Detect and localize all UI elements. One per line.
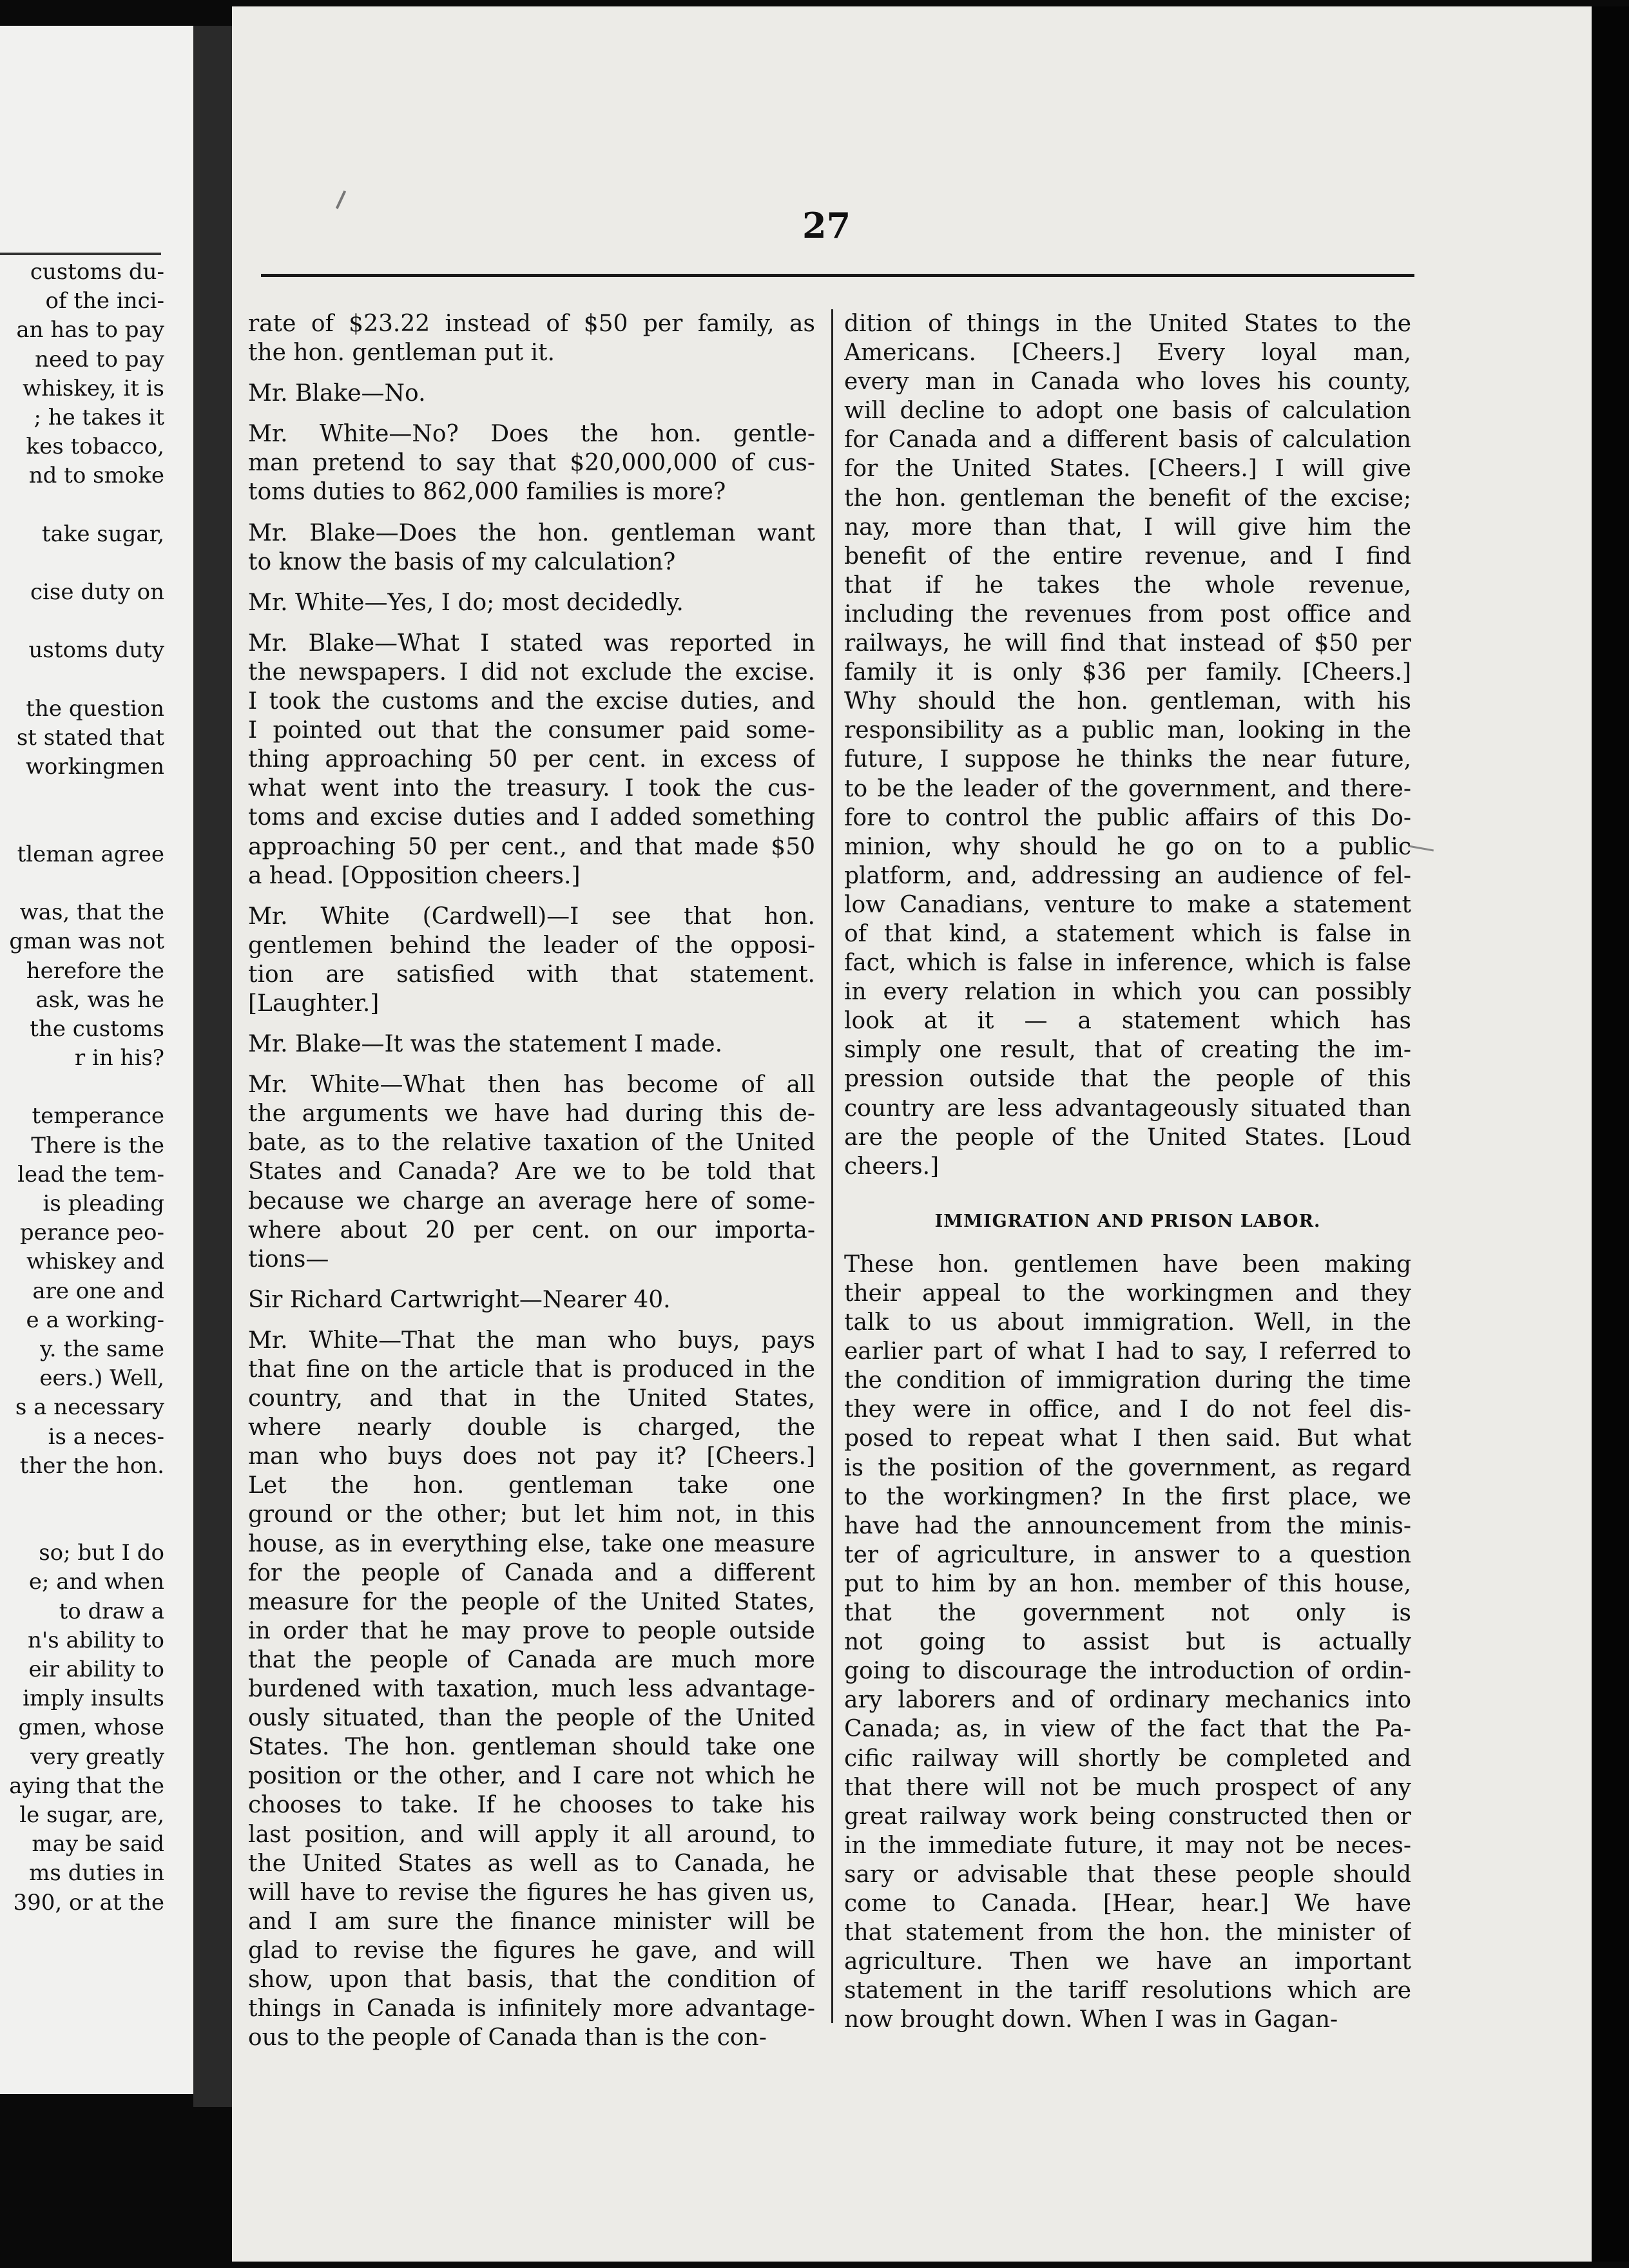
text-line: to the workingmen? In the first place, we: [844, 1483, 1411, 1510]
fragment-line: y. the same: [40, 1336, 164, 1362]
text-line: is the position of the government, as regard: [844, 1454, 1411, 1481]
text-line: are the people of the United States. [Loud: [844, 1124, 1411, 1151]
text-line: going to discourage the introduction of ordin-: [844, 1658, 1411, 1685]
text-line: responsibility as a public man, looking in the: [844, 717, 1411, 744]
fragment-line: [0, 549, 164, 578]
text-line: last position, and will apply it all around, to: [248, 1821, 815, 1848]
text-line: ous to the people of Canada than is the con-: [248, 2024, 767, 2052]
text-line: toms and excise duties and I added something: [248, 804, 815, 831]
text-line: low Canadians, venture to make a statement: [844, 891, 1411, 918]
text-line: the hon. gentleman put it.: [248, 340, 555, 367]
text-line: Mr. Blake—It was the statement I made.: [248, 1031, 723, 1058]
text-line: toms duties to 862,000 families is more?: [248, 479, 726, 506]
text-line: country are less advantageously situated than: [844, 1095, 1411, 1122]
text-line: railways, he will find that instead of $50 per: [844, 630, 1411, 657]
text-line: rate of $23.22 instead of $50 per family, as: [248, 311, 815, 337]
text-line: Mr. White—No? Does the hon. gentle-: [248, 421, 815, 448]
text-line: now brought down. When I was in Gagan-: [844, 2006, 1338, 2033]
text-line: will decline to adopt one basis of calculation: [844, 398, 1411, 425]
text-line: [Laughter.]: [248, 990, 380, 1017]
text-line: because we charge an average here of some-: [248, 1187, 815, 1215]
fragment-line: perance peo-: [19, 1220, 164, 1246]
fragment-line: le sugar, are,: [19, 1802, 164, 1828]
text-line: of that kind, a statement which is false in: [844, 920, 1411, 947]
text-line: to be the leader of the government, and there-: [844, 775, 1411, 802]
text-line: what went into the treasury. I took the cus-: [248, 775, 815, 802]
paragraph: [248, 1285, 815, 1314]
text-line: tions—: [248, 1245, 329, 1273]
text-line: not going to assist but is actually: [844, 1629, 1411, 1656]
text-line: chooses to take. If he chooses to take his: [248, 1792, 815, 1819]
fragment-line: was, that the: [19, 899, 164, 926]
fragment-line: [0, 811, 164, 840]
previous-page-fragment: [0, 26, 193, 2094]
text-line: that the people of Canada are much more: [248, 1646, 815, 1673]
fragment-line: s a necessary: [15, 1394, 164, 1421]
paragraph: [248, 1070, 815, 1274]
paragraph: [248, 1030, 815, 1059]
text-line: show, upon that basis, that the condition of: [248, 1966, 815, 1993]
text-line: posed to repeat what I then said. But what: [844, 1425, 1411, 1452]
fragment-line: st stated that: [16, 725, 164, 751]
text-line: sary or advisable that these people should: [844, 1861, 1411, 1888]
text-line: in order that he may prove to people outside: [248, 1617, 815, 1644]
paragraph: [248, 1326, 815, 2052]
fragment-line: [0, 869, 164, 898]
text-line: approaching 50 per cent., and that made $50: [248, 833, 815, 860]
text-line: thing approaching 50 per cent. in excess of: [248, 746, 815, 773]
text-line: nay, more than that, I will give him the: [844, 514, 1411, 541]
text-line: ground or the other; but let him not, in this: [248, 1501, 815, 1528]
text-line: for Canada and a different basis of calculation: [844, 427, 1411, 454]
page-right-edge: [1592, 6, 1629, 2262]
text-line: Let the hon. gentleman take one: [248, 1472, 815, 1499]
text-line: great railway work being constructed then or: [844, 1803, 1411, 1830]
fragment-line: gman was not: [9, 928, 164, 955]
fragment-line: is pleading: [43, 1191, 164, 1216]
fragment-line: nd to smoke: [28, 463, 164, 489]
section-heading: IMMIGRATION AND PRISON LABOR.: [934, 1211, 1321, 1231]
text-line: look at it — a statement which has: [844, 1008, 1411, 1035]
fragment-line: [0, 1510, 164, 1539]
fragment-line: [0, 1481, 164, 1510]
right-column: [844, 309, 1411, 2034]
fragment-line: ustoms duty: [28, 637, 164, 664]
fragment-line: e; and when: [28, 1569, 164, 1595]
text-line: they were in office, and I do not feel dis-: [844, 1396, 1411, 1423]
fragment-line: ; he takes it: [34, 404, 164, 430]
fragment-line: is a neces-: [48, 1423, 164, 1450]
text-line: the hon. gentleman the benefit of the excise;: [844, 485, 1411, 512]
text-line: Americans. [Cheers.] Every loyal man,: [844, 340, 1411, 367]
page-gutter-shadow: [193, 26, 232, 2107]
text-line: measure for the people of the United States,: [248, 1588, 815, 1615]
fragment-line: of the inci-: [45, 288, 164, 314]
right-column-top: [844, 309, 1411, 1181]
text-line: the condition of immigration during the time: [844, 1367, 1411, 1394]
text-line: Why should the hon. gentleman, with his: [844, 688, 1411, 715]
page-number: 27: [802, 205, 851, 246]
text-line: Sir Richard Cartwright—Nearer 40.: [248, 1286, 671, 1313]
text-line: family it is only $36 per family. [Cheers.]: [844, 659, 1411, 686]
text-line: I pointed out that the consumer paid some-: [248, 717, 815, 744]
fragment-line: need to pay: [35, 346, 164, 372]
text-line: These hon. gentlemen have been making: [844, 1251, 1411, 1278]
text-line: agriculture. Then we have an important: [844, 1948, 1411, 1975]
text-line: ary laborers and of ordinary mechanics into: [844, 1687, 1411, 1714]
fragment-line: take sugar,: [41, 521, 164, 547]
text-line: minion, why should he go on to a public: [844, 833, 1411, 860]
fragment-line: so; but I do: [39, 1540, 164, 1566]
fragment-line: very greatly: [30, 1744, 164, 1770]
fragment-line: [0, 782, 164, 811]
text-line: fore to control the public affairs of this Do-: [844, 804, 1411, 831]
text-line: in every relation in which you can possibly: [844, 979, 1411, 1006]
fragment-line: aying that the: [9, 1773, 164, 1799]
fragment-line: gmen, whose: [18, 1715, 164, 1741]
text-line: come to Canada. [Hear, hear.] We have: [844, 1890, 1411, 1917]
text-line: the United States as well as to Canada, he: [248, 1850, 815, 1877]
paragraph: [844, 1250, 1411, 2035]
text-line: cheers.]: [844, 1153, 940, 1180]
text-line: Mr. White (Cardwell)—I see that hon.: [248, 903, 815, 930]
text-line: will have to revise the figures he has given us,: [248, 1879, 815, 1906]
fragment-line: herefore the: [26, 957, 164, 984]
fragment-line: may be said: [32, 1831, 164, 1858]
fragment-line: eers.) Well,: [39, 1365, 164, 1392]
fragment-line: [0, 666, 164, 695]
fragment-line: r in his?: [74, 1045, 164, 1072]
text-line: future, I suppose he thinks the near future,: [844, 746, 1411, 773]
text-line: house, as in everything else, take one measure: [248, 1530, 815, 1557]
text-line: man pretend to say that $20,000,000 of cus-: [248, 450, 815, 477]
paragraph: [248, 629, 815, 890]
text-line: earlier part of what I had to say, I referred to: [844, 1338, 1411, 1365]
text-line: Mr. White—What then has become of all: [248, 1072, 815, 1099]
fragment-line: [0, 607, 164, 636]
right-column-bottom: [844, 1250, 1411, 2035]
text-line: talk to us about immigration. Well, in the: [844, 1309, 1411, 1336]
text-line: to know the basis of my calculation?: [248, 548, 676, 575]
text-line: Canada; as, in view of the fact that the Pa-: [844, 1716, 1411, 1743]
paragraph: [248, 902, 815, 1018]
text-line: Mr. Blake—No.: [248, 380, 426, 407]
paragraph: [248, 588, 815, 617]
text-line: including the revenues from post office and: [844, 601, 1411, 628]
text-line: dition of things in the United States to the: [844, 311, 1411, 337]
fragment-line: whiskey, it is: [22, 375, 164, 401]
text-line: a head. [Opposition cheers.]: [248, 862, 581, 889]
fragment-line: customs du-: [30, 259, 164, 285]
text-line: that if he takes the whole revenue,: [844, 572, 1411, 599]
fragment-line: kes tobacco,: [26, 434, 164, 460]
text-line: States. The hon. gentleman should take one: [248, 1734, 815, 1761]
fragment-line: cise duty on: [30, 579, 164, 606]
text-line: put to him by an hon. member of this house,: [844, 1570, 1411, 1597]
fragment-line: whiskey and: [26, 1249, 164, 1275]
fragment-line: lead the tem-: [17, 1161, 164, 1187]
paragraph: [248, 309, 815, 367]
text-line: Mr. White—That the man who buys, pays: [248, 1327, 815, 1354]
text-line: Mr. Blake—Does the hon. gentleman want: [248, 519, 815, 546]
text-line: have had the announcement from the minis-: [844, 1512, 1411, 1539]
text-line: burdened with taxation, much less advantage-: [248, 1676, 815, 1703]
fragment-line: the customs: [30, 1015, 164, 1042]
text-line: their appeal to the workingmen and they: [844, 1280, 1411, 1307]
text-line: glad to revise the figures he gave, and will: [248, 1937, 815, 1964]
text-line: platform, and, addressing an audience of fel-: [844, 862, 1411, 889]
fragment-line: imply insults: [23, 1686, 164, 1712]
text-line: the arguments we have had during this de-: [248, 1100, 815, 1128]
left-column: [248, 309, 815, 2052]
text-line: States and Canada? Are we to be told that: [248, 1158, 815, 1186]
text-line: things in Canada is infinitely more advantage-: [248, 1995, 815, 2023]
text-line: man who buys does not pay it? [Cheers.]: [248, 1443, 815, 1470]
fragment-line: an has to pay: [16, 317, 164, 343]
fragment-line: [0, 1073, 164, 1102]
fragment-line: ther the hon.: [19, 1452, 164, 1479]
text-line: that statement from the hon. the minister of: [844, 1919, 1411, 1946]
text-line: benefit of the entire revenue, and I find: [844, 543, 1411, 570]
text-line: fact, which is false in inference, which is false: [844, 950, 1411, 977]
text-line: position or the other, and I care not which he: [248, 1763, 815, 1790]
fragment-line: the question: [26, 695, 164, 722]
text-line: country, and that in the United States,: [248, 1385, 815, 1412]
fragment-line: workingmen: [25, 754, 164, 780]
text-line: that there will not be much prospect of any: [844, 1774, 1411, 1801]
text-line: in the immediate future, it may not be neces-: [844, 1832, 1411, 1859]
text-line: I took the customs and the excise duties, and: [248, 688, 815, 715]
text-line: simply one result, that of creating the im-: [844, 1037, 1411, 1064]
text-line: and I am sure the finance minister will be: [248, 1908, 815, 1935]
fragment-line: eir ability to: [28, 1657, 164, 1682]
text-line: gentlemen behind the leader of the opposi-: [248, 932, 815, 959]
text-line: ter of agriculture, in answer to a question: [844, 1541, 1411, 1568]
fragment-line: temperance: [32, 1103, 164, 1129]
text-line: ously situated, than the people of the United: [248, 1705, 815, 1732]
previous-page-rule: [0, 253, 161, 255]
text-line: statement in the tariff resolutions which are: [844, 1977, 1411, 2004]
text-line: the newspapers. I did not exclude the excise.: [248, 658, 815, 686]
fragment-line: e a working-: [26, 1307, 164, 1333]
text-line: for the United States. [Cheers.] I will give: [844, 456, 1411, 483]
fragment-line: ask, was he: [35, 986, 164, 1013]
header-rule: [261, 274, 1414, 277]
fragment-line: are one and: [32, 1278, 164, 1304]
text-line: that fine on the article that is produced in the: [248, 1356, 815, 1383]
fragment-line: There is the: [31, 1132, 164, 1158]
text-line: where nearly double is charged, the: [248, 1414, 815, 1441]
fragment-line: tleman agree: [17, 841, 164, 867]
previous-page-text: [0, 258, 164, 1917]
text-line: bate, as to the relative taxation of the United: [248, 1129, 815, 1157]
text-line: for the people of Canada and a different: [248, 1559, 815, 1586]
text-line: every man in Canada who loves his county,: [844, 369, 1411, 396]
paragraph: [844, 309, 1411, 1181]
text-line: where about 20 per cent. on our importa-: [248, 1216, 815, 1244]
paragraph: [248, 419, 815, 506]
paragraph: [248, 379, 815, 408]
column-divider: [831, 309, 833, 2023]
text-line: tion are satisfied with that statement.: [248, 961, 815, 988]
text-line: cific railway will shortly be completed and: [844, 1745, 1411, 1772]
text-line: Mr. White—Yes, I do; most decidedly.: [248, 589, 684, 616]
paragraph: [248, 519, 815, 577]
text-line: pression outside that the people of this: [844, 1066, 1411, 1093]
text-line: that the government not only is: [844, 1600, 1411, 1627]
fragment-line: to draw a: [59, 1598, 164, 1624]
fragment-line: 390, or at the: [13, 1889, 164, 1916]
fragment-line: ms duties in: [29, 1860, 164, 1887]
text-line: Mr. Blake—What I stated was reported in: [248, 629, 815, 657]
fragment-line: [0, 491, 164, 520]
fragment-line: n's ability to: [28, 1627, 164, 1653]
